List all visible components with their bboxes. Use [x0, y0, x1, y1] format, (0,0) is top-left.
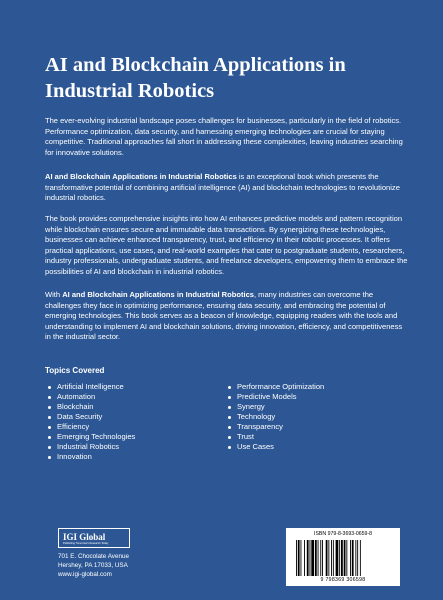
topic-item: Blockchain	[46, 402, 135, 412]
paragraph-4-bold-title: AI and Blockchain Applications in Industrial Robotics	[62, 290, 254, 299]
topics-heading: Topics Covered	[45, 366, 105, 375]
book-title: AI and Blockchain Applications in Industrial Robotics	[45, 54, 346, 102]
paragraph-2-text: is an exceptional book which presents the transformative potential of combining artificial intelligence (AI) and blockchain technologies to revolutionize industrial robotics.	[45, 172, 400, 203]
description-paragraph-1: The ever-evolving industrial landscape poses challenges for businesses, particularly in the field of robotics. Performance optimization, data security, and harnessing emerging technologies are crucial for staying competitive. Traditional approaches fall short in addressing these complexities, leaving industries searching for innovative solutions.	[45, 116, 403, 157]
isbn-text: ISBN 979-8-3693-0659-8	[314, 531, 372, 537]
topics-list-left	[46, 382, 135, 462]
topic-item: Performance Optimization	[226, 382, 324, 392]
publisher-tagline: Publishing Tomorrow's Research Today	[63, 541, 109, 545]
topic-item: Emerging Technologies	[46, 432, 135, 442]
isbn-barcode	[286, 528, 400, 586]
paragraph-2-bold-title: AI and Blockchain Applications in Industrial Robotics	[45, 172, 237, 181]
topic-item: Data Security	[46, 412, 135, 422]
description-paragraph-4	[45, 290, 410, 343]
barcode-bars	[296, 540, 390, 576]
barcode-number: 9 798369 306598	[320, 577, 366, 583]
publisher-address	[58, 553, 129, 579]
topic-item: Efficiency	[46, 422, 135, 432]
topics-list-right	[226, 382, 324, 452]
paragraph-4-prefix: With	[45, 290, 63, 299]
paragraph-4-text: , many industries can overcome the challenges they face in optimizing performance, ensuring data security, and embracing the potential of emerging technologies. This book serves as a beacon of knowledge, equipping readers with the tools and understanding to implement AI and blockchain solutions, driving innovation, efficiency, and competitiveness in the industrial sector.	[45, 290, 403, 342]
address-line-2: Hershey, PA 17033, USA	[58, 561, 128, 569]
topic-item: Industrial Robotics	[46, 442, 135, 452]
topic-item: Transparency	[226, 422, 324, 432]
topic-item: Synergy	[226, 402, 324, 412]
description-paragraph-3: The book provides comprehensive insights into how AI enhances predictive models and pattern recognition while blockchain ensures secure and immutable data transactions. By synergizing these technologies, businesses can achieve enhanced transparency, trust, and efficiency in their robotic processes. It offers practical applications, use cases, and real-world examples that cater to postgraduate students, researchers, industry professionals, undergraduate students, and freelance developers, empowering them to embrace the possibilities of AI and blockchain in industrial robotics.	[45, 214, 408, 276]
topic-item: Use Cases	[226, 442, 324, 452]
description-paragraph-2	[45, 172, 410, 204]
topic-item: Predictive Models	[226, 392, 324, 402]
topic-item: Artificial Intelligence	[46, 382, 135, 392]
topic-item: Technology	[226, 412, 324, 422]
address-line-1: 701 E. Chocolate Avenue	[58, 553, 129, 560]
topic-item: Trust	[226, 432, 324, 442]
topic-item: Automation	[46, 392, 135, 402]
publisher-logo	[58, 528, 130, 548]
topic-item: Innovation	[46, 452, 135, 462]
publisher-website: www.igi-global.com	[58, 570, 112, 578]
publisher-logo-text: IGI Global	[63, 531, 106, 542]
